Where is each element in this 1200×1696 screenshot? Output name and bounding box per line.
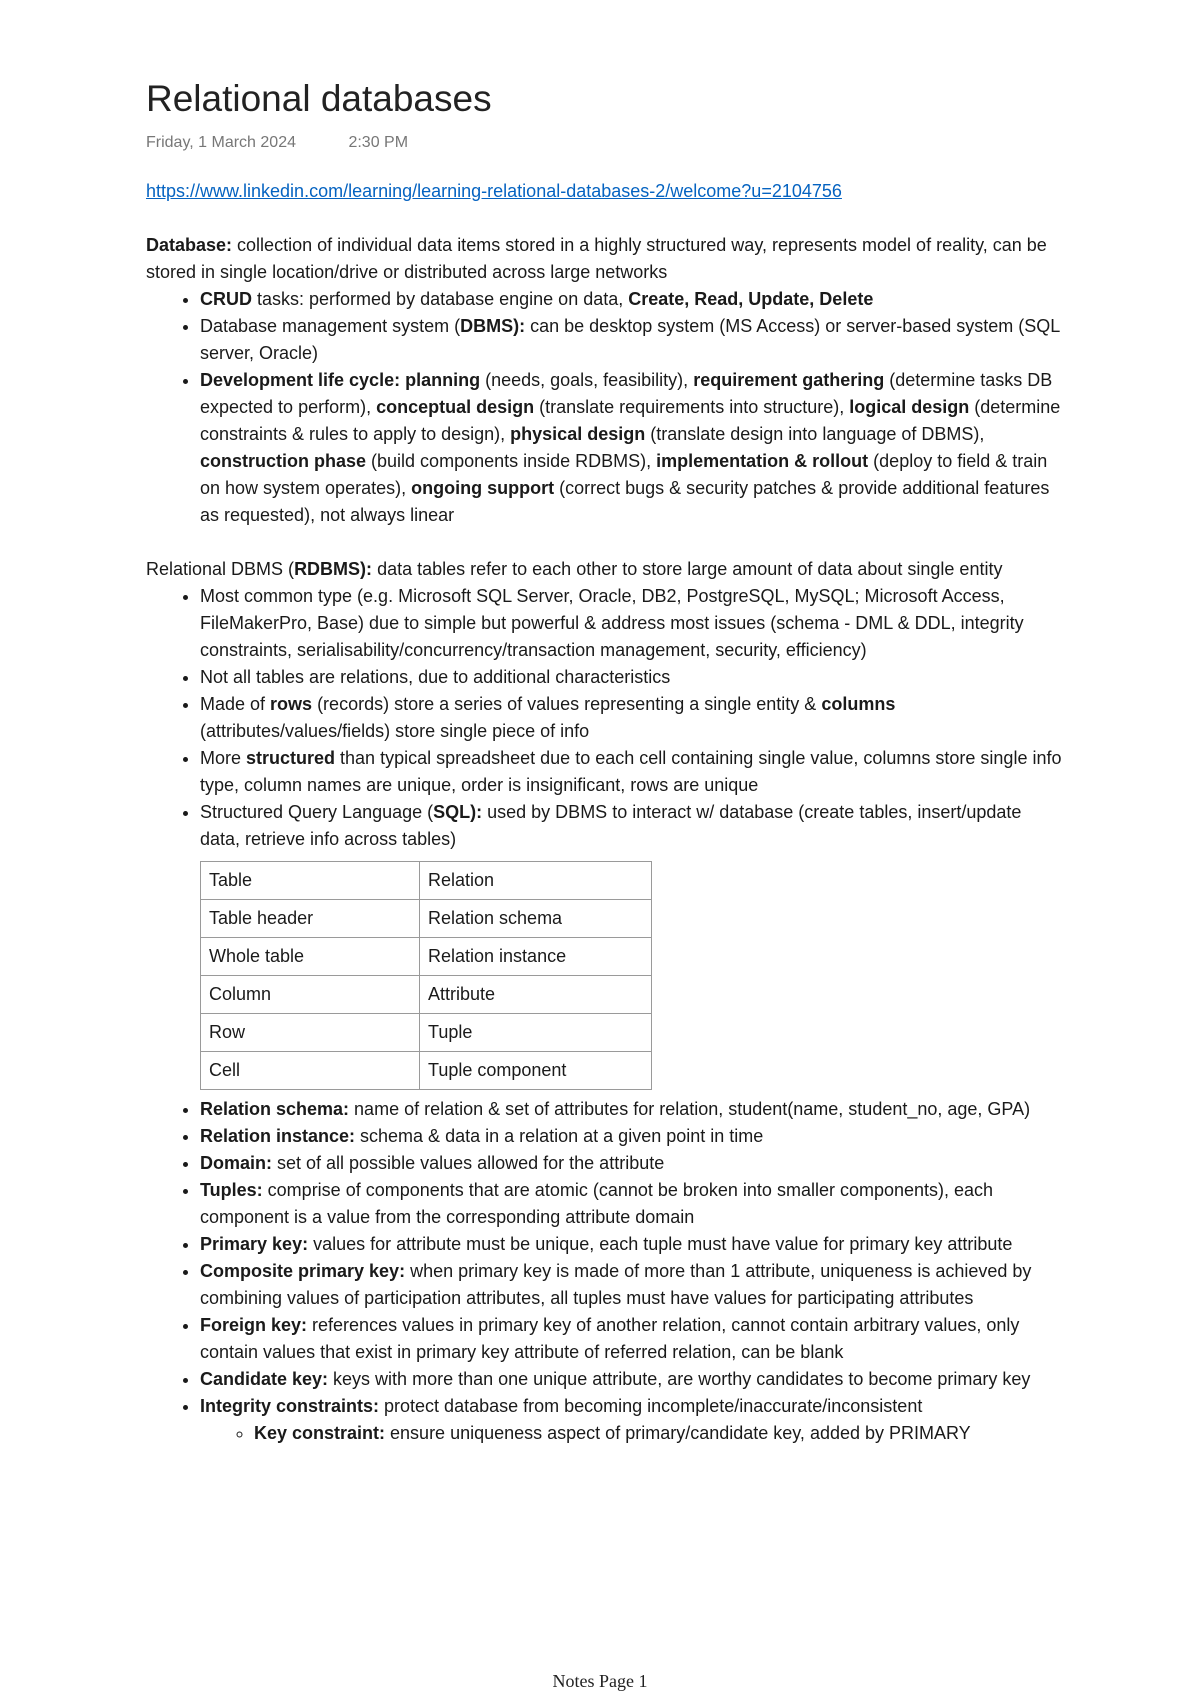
list-item-sql: • Structured Query Language (SQL): used by DBMS to interact w/ database (create tables, insert/update data, retrieve info across tables) Table Relation Table header Relation schema Whole table Relation instance Column Attribute Row Tuple Cell Tuple component [200,799,1066,1090]
rdbms-term: RDBMS): [294,559,373,579]
list-item-rows-columns: • Made of rows (records) store a series of values representing a single entity & columns (attributes/values/fields) store single piece of info [200,691,1066,745]
list-item-structured: • More structured than typical spreadsheet due to each cell containing single value, columns store single info type, column names are unique, order is insignificant, rows are unique [200,745,1066,799]
list-item-tuples: • Tuples: comprise of components that are atomic (cannot be broken into smaller components), each component is a value from the corresponding attribute domain [200,1177,1066,1231]
table-row [201,1052,652,1090]
list-item-relation-schema: • Relation schema: name of relation & set of attributes for relation, student(name, student_no, age, GPA) [200,1096,1066,1123]
rdbms-bullets [146,583,1066,1447]
database-definition: Database: collection of individual data items stored in a highly structured way, represents model of reality, can be stored in single location/drive or distributed across large networks [146,235,1047,282]
rdbms-definition: Relational DBMS (RDBMS): data tables refer to each other to store large amount of data about single entity [146,559,1003,579]
page-title: Relational databases [146,78,492,119]
note-page [146,76,1066,1447]
terminology-table [200,861,652,1090]
table-cell: Cell [201,1052,420,1090]
table-cell: Column [201,976,420,1014]
course-link[interactable]: https://www.linkedin.com/learning/learning-relational-databases-2/welcome?u=2104756 [146,181,842,201]
table-cell: Table header [201,900,420,938]
list-item-primary-key: • Primary key: values for attribute must be unique, each tuple must have value for primary key attribute [200,1231,1066,1258]
table-cell: Row [201,1014,420,1052]
list-item-domain: • Domain: set of all possible values allowed for the attribute [200,1150,1066,1177]
list-item-candidate-key: • Candidate key: keys with more than one unique attribute, are worthy candidates to become primary key [200,1366,1066,1393]
table-row [201,862,652,900]
integrity-sub-bullets [200,1420,1066,1447]
table-cell: Relation [420,862,652,900]
list-item-crud: • CRUD tasks: performed by database engine on data, Create, Read, Update, Delete [200,286,1066,313]
list-item-key-constraint: ◦ Key constraint: ensure uniqueness aspect of primary/candidate key, added by PRIMARY [254,1420,1066,1447]
table-row [201,900,652,938]
table-cell: Table [201,862,420,900]
note-date: Friday, 1 March 2024 [146,134,296,151]
database-term: Database: [146,235,233,255]
database-bullets [146,286,1066,529]
list-item-dbms: • Database management system (DBMS): can be desktop system (MS Access) or server-based system (SQL server, Oracle) [200,313,1066,367]
table-cell: Tuple component [420,1052,652,1090]
table-row [201,1014,652,1052]
table-row [201,938,652,976]
list-item-foreign-key: • Foreign key: references values in primary key of another relation, cannot contain arbitrary values, only contain values that exist in primary key attribute of referred relation, can be blank [200,1312,1066,1366]
table-row [201,976,652,1014]
table-cell: Tuple [420,1014,652,1052]
list-item-composite-key: • Composite primary key: when primary key is made of more than 1 attribute, uniqueness is achieved by combining values of participation attributes, all tuples must have values for participating attributes [200,1258,1066,1312]
list-item-not-all: • Not all tables are relations, due to additional characteristics [200,664,1066,691]
list-item-integrity-constraints: • Integrity constraints: protect database from becoming incomplete/inaccurate/inconsistent ◦ Key constraint: ensure uniqueness aspect of primary/candidate key, added by PRIMARY [200,1393,1066,1447]
table-cell: Attribute [420,976,652,1014]
table-cell: Whole table [201,938,420,976]
note-time: 2:30 PM [348,134,409,151]
page-footer: Notes Page 1 [552,1671,648,1691]
spacer [146,205,1066,232]
table-cell: Relation schema [420,900,652,938]
spacer [146,529,1066,556]
list-item-common-type: • Most common type (e.g. Microsoft SQL Server, Oracle, DB2, PostgreSQL, MySQL; Microsoft Access, FileMakerPro, Base) due to simple but powerful & address most issues (schema - DML & DDL, integrity constraints, serialisability/concurrency/transaction management, security, efficiency) [200,583,1066,664]
list-item-relation-instance: • Relation instance: schema & data in a relation at a given point in time [200,1123,1066,1150]
note-meta [146,134,1066,158]
list-item-life-cycle: • Development life cycle: planning (needs, goals, feasibility), requirement gathering (determine tasks DB expected to perform), conceptual design (translate requirements into structure), logical design (determine constraints & rules to apply to design), physical design (translate design into language of DBMS), construction phase (build components inside RDBMS), implementation & rollout (deploy to field & train on how system operates), ongoing support (correct bugs & security patches & provide additional features as requested), not always linear [200,367,1066,529]
table-cell: Relation instance [420,938,652,976]
